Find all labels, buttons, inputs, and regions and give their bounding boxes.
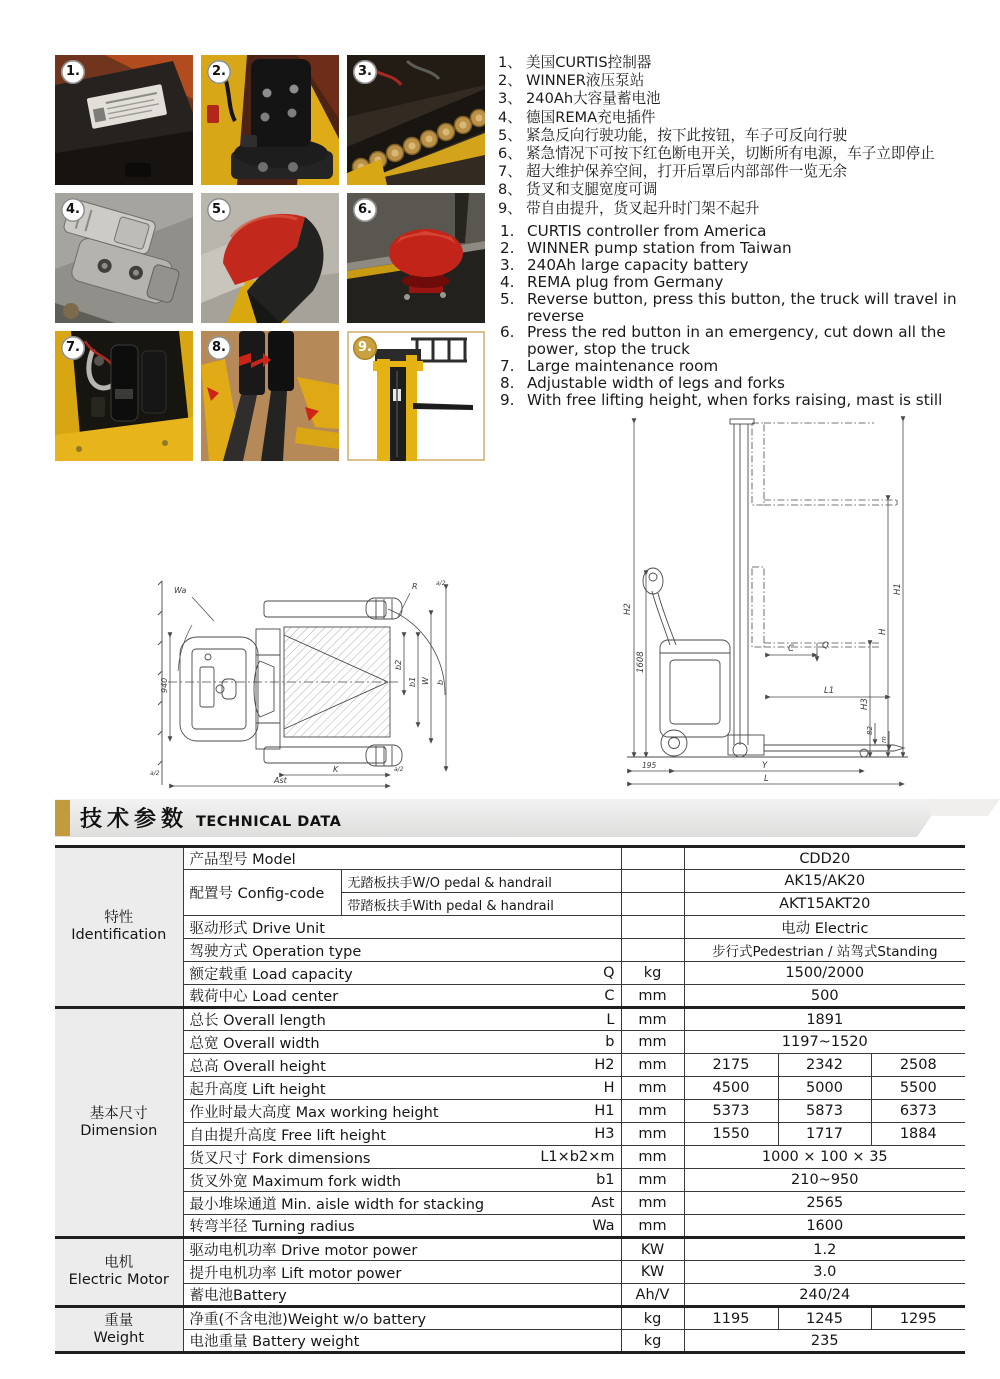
- list-number: 8.: [500, 374, 515, 393]
- dim-label-1608: 1608: [636, 651, 646, 673]
- spec-value-cell: 电动 Electric: [684, 916, 965, 939]
- dim-label-wa: Wa: [174, 586, 187, 595]
- table-row: [55, 1008, 965, 1031]
- dim-label-195: 195: [642, 761, 657, 770]
- spec-value-cell: 1197~1520: [684, 1031, 965, 1054]
- spec-value-cell: 1891: [684, 1008, 965, 1031]
- spec-unit-cell: KW: [621, 1261, 684, 1284]
- spec-unit-cell: mm: [621, 1169, 684, 1192]
- spec-unit-cell: mm: [621, 1146, 684, 1169]
- spec-symbol: H3: [594, 1126, 615, 1142]
- spec-section-cell: [55, 1238, 183, 1307]
- spec-unit-cell: [621, 893, 684, 916]
- list-number: 9、: [498, 199, 522, 217]
- list-item: [500, 223, 968, 240]
- photo-number-badge: 9.: [353, 336, 377, 360]
- spec-unit-cell: [621, 939, 684, 962]
- spec-symbol: b1: [596, 1172, 615, 1188]
- table-row: [55, 939, 965, 962]
- section-label-zh: 基本尺寸: [89, 1105, 148, 1122]
- spec-value-cell: AKT15AKT20: [684, 893, 965, 916]
- spec-unit-cell: mm: [621, 985, 684, 1008]
- spec-value-cell: 210~950: [684, 1169, 965, 1192]
- dim-label-a2: a/2: [394, 766, 404, 773]
- band-tail-decoration: [930, 799, 1000, 816]
- photo-number-badge: 2.: [207, 60, 231, 84]
- list-text: WINNER pump station from Taiwan: [527, 238, 792, 257]
- list-item: [498, 127, 998, 145]
- spec-unit-cell: Ah/V: [621, 1284, 684, 1307]
- gold-accent-bar: [55, 800, 70, 836]
- spec-name-cell: 载荷中心 Load center C: [183, 985, 621, 1008]
- table-row: [55, 1169, 965, 1192]
- photo-number-badge: 7.: [61, 336, 85, 360]
- list-number: 5、: [498, 126, 522, 144]
- section-label-en: Weight: [93, 1329, 145, 1346]
- section-title-english: TECHNICAL DATA: [196, 814, 342, 830]
- list-item: [500, 324, 968, 358]
- spec-name-cell: 货叉尺寸 Fork dimensions L1×b2×m: [183, 1146, 621, 1169]
- spec-unit-cell: [621, 916, 684, 939]
- list-text: 紧急情况下可按下红色断电开关，切断所有电源，车子立即停止: [526, 145, 935, 163]
- table-row: [55, 1261, 965, 1284]
- photo-number-badge: 4.: [61, 198, 85, 222]
- spec-value-cell: 1000 × 100 × 35: [684, 1146, 965, 1169]
- spec-symbol: H2: [594, 1057, 615, 1073]
- photo-rema-plug: [55, 193, 193, 323]
- list-text: REMA plug from Germany: [527, 272, 724, 291]
- list-number: 6.: [500, 323, 515, 342]
- section-label-zh: 特性: [104, 910, 134, 926]
- table-row: [55, 1077, 965, 1100]
- list-text: 德国REMA充电插件: [526, 108, 656, 126]
- spec-name-cell: 额定载重 Load capacity Q: [183, 962, 621, 985]
- spec-name-cell: 货叉外宽 Maximum fork width b1: [183, 1169, 621, 1192]
- spec-unit-cell: [621, 870, 684, 893]
- list-item: [500, 240, 968, 257]
- dim-label-h2: H2: [623, 603, 633, 615]
- dim-label-m: m: [880, 736, 888, 743]
- spec-value-cell: 500: [684, 985, 965, 1008]
- table-row: [55, 1100, 965, 1123]
- table-row: [55, 1192, 965, 1215]
- spec-unit-cell: mm: [621, 1031, 684, 1054]
- spec-subname-cell: 无踏板扶手W/O pedal & handrail: [341, 870, 621, 893]
- list-item: [500, 257, 968, 274]
- photo-number-badge: 8.: [207, 336, 231, 360]
- list-text: 240Ah large capacity battery: [527, 255, 749, 274]
- spec-value-cell: 1245: [778, 1307, 871, 1330]
- photo-reverse-button-tiller-head: [201, 193, 339, 323]
- list-text: 货叉和支腿宽度可调: [526, 181, 658, 199]
- table-row: [55, 1307, 965, 1330]
- spec-name-cell: 总宽 Overall width b: [183, 1031, 621, 1054]
- spec-subname-cell: 带踏板扶手With pedal & handrail: [341, 893, 621, 916]
- photo-winner-pump-station: [201, 55, 339, 185]
- list-number: 3、: [498, 90, 522, 108]
- spec-value-cell: 3.0: [684, 1261, 965, 1284]
- dim-label-r: R: [412, 582, 418, 591]
- dim-label-b2: b2: [394, 659, 403, 670]
- table-row: [55, 1146, 965, 1169]
- dim-label-c: C: [788, 644, 794, 654]
- side-view-diagram: [612, 405, 912, 793]
- spec-unit-cell: mm: [621, 1008, 684, 1031]
- spec-unit-cell: mm: [621, 1100, 684, 1123]
- table-row: [55, 1238, 965, 1261]
- section-label-en: Electric Motor: [68, 1272, 169, 1288]
- photo-battery-cells: [347, 55, 485, 185]
- dim-label-ast: Ast: [274, 776, 287, 785]
- spec-unit-cell: kg: [621, 962, 684, 985]
- spec-name-cell: 起升高度 Lift height H: [183, 1077, 621, 1100]
- list-item: [500, 375, 968, 392]
- list-text: With free lifting height, when forks raising, mast is still: [527, 391, 943, 410]
- list-number: 5.: [500, 289, 515, 308]
- spec-value-cell: 240/24: [684, 1284, 965, 1307]
- dim-label-h3: H3: [860, 698, 870, 710]
- list-item: [500, 291, 968, 325]
- spec-unit-cell: mm: [621, 1192, 684, 1215]
- dim-label-h1: H1: [893, 583, 903, 595]
- spec-symbol: H1: [594, 1103, 615, 1119]
- list-number: 7、: [498, 163, 522, 181]
- table-row: [55, 1330, 965, 1353]
- section-header: [80, 802, 341, 833]
- spec-name-cell: 电池重量 Battery weight: [183, 1330, 621, 1353]
- spec-name-cell: 自由提升高度 Free lift height H3: [183, 1123, 621, 1146]
- spec-value-cell: 步行式Pedestrian / 站驾式Standing: [684, 939, 965, 962]
- spec-value-cell: CDD20: [684, 847, 965, 870]
- spec-symbol: L: [606, 1011, 615, 1028]
- side-view-drawing: [612, 405, 912, 793]
- section-label-en: Dimension: [80, 1122, 158, 1139]
- spec-symbol: Ast: [591, 1195, 615, 1211]
- spec-name-cell: 驱动形式 Drive Unit: [183, 916, 621, 939]
- list-text: Adjustable width of legs and forks: [527, 374, 785, 393]
- spec-unit-cell: mm: [621, 1077, 684, 1100]
- section-label-zh: 电机: [104, 1255, 134, 1271]
- spec-symbol: L1×b2×m: [540, 1149, 615, 1165]
- list-item: [500, 358, 968, 375]
- spec-name-cell: 驾驶方式 Operation type: [183, 939, 621, 962]
- spec-name-cell: 转弯半径 Turning radius Wa: [183, 1215, 621, 1238]
- photo-free-lift-stacker: [347, 331, 485, 461]
- list-item: [498, 90, 998, 108]
- top-view-drawing: [148, 575, 460, 793]
- spec-value-cell: 2342: [778, 1054, 871, 1077]
- dim-label-b1: b1: [408, 676, 417, 687]
- spec-value-cell: 1.2: [684, 1238, 965, 1261]
- spec-value-cell: AK15/AK20: [684, 870, 965, 893]
- dim-label-b: b: [436, 679, 445, 685]
- list-number: 6、: [498, 145, 522, 163]
- list-text: Large maintenance room: [527, 357, 719, 376]
- spec-section-cell: [55, 847, 183, 1008]
- spec-name-cell: 总长 Overall length L: [183, 1008, 621, 1031]
- photo-emergency-stop-button: [347, 193, 485, 323]
- dim-label-k: K: [333, 765, 339, 774]
- table-row: [55, 847, 965, 870]
- photo-number-badge: 1.: [61, 60, 85, 84]
- spec-value-cell: 2508: [871, 1054, 965, 1077]
- spec-symbol: H: [603, 1080, 615, 1096]
- spec-value-cell: 5000: [778, 1077, 871, 1100]
- list-number: 2、: [498, 72, 522, 90]
- dim-label-w: W: [421, 677, 430, 685]
- spec-value-cell: 1600: [684, 1215, 965, 1238]
- table-row: [55, 1284, 965, 1307]
- spec-unit-cell: [621, 847, 684, 870]
- spec-unit-cell: mm: [621, 1123, 684, 1146]
- dim-label-y: Y: [762, 761, 768, 771]
- spec-symbol: b: [605, 1034, 615, 1050]
- list-number: 1、: [498, 54, 522, 71]
- spec-unit-cell: KW: [621, 1238, 684, 1261]
- list-item: [498, 145, 998, 163]
- photo-number-badge: 6.: [353, 198, 377, 222]
- list-item: [498, 109, 998, 127]
- spec-section-cell: [55, 1008, 183, 1238]
- spec-unit-cell: mm: [621, 1054, 684, 1077]
- spec-value-cell: 4500: [684, 1077, 778, 1100]
- spec-value-cell: 2565: [684, 1192, 965, 1215]
- dim-label-a2: a/2: [150, 770, 160, 777]
- spec-name-cell: 产品型号 Model: [183, 847, 621, 870]
- list-text: 240Ah大容量蓄电池: [526, 90, 661, 108]
- list-number: 9.: [500, 391, 515, 410]
- table-row: [55, 1123, 965, 1146]
- list-text: 美国CURTIS控制器: [526, 54, 652, 71]
- spec-value-cell: 5873: [778, 1100, 871, 1123]
- photo-adjustable-forks-legs: [201, 331, 339, 461]
- spec-name-cell: 提升电机功率 Lift motor power: [183, 1261, 621, 1284]
- dim-label-q: Q: [822, 641, 829, 651]
- spec-name-cell: 净重(不含电池)Weight w/o battery: [183, 1307, 621, 1330]
- spec-value-cell: 1717: [778, 1123, 871, 1146]
- spec-value-cell: 1550: [684, 1123, 778, 1146]
- spec-value-cell: 1884: [871, 1123, 965, 1146]
- list-item: [498, 72, 998, 90]
- feature-list-chinese: [498, 54, 998, 218]
- top-view-diagram: [148, 575, 460, 793]
- list-number: 4.: [500, 272, 515, 291]
- list-item: [498, 54, 998, 72]
- photo-maintenance-room: [55, 331, 193, 461]
- table-row: [55, 1031, 965, 1054]
- dim-label-82: 82: [866, 726, 874, 735]
- dim-label-h: H: [878, 628, 888, 635]
- photo-number-badge: 5.: [207, 198, 231, 222]
- spec-name-cell: 最小堆垛通道 Min. aisle width for stacking Ast: [183, 1192, 621, 1215]
- spec-value-cell: 1295: [871, 1307, 965, 1330]
- spec-value-cell: 1195: [684, 1307, 778, 1330]
- dim-label-l1: L1: [824, 686, 835, 696]
- table-row: [55, 985, 965, 1008]
- list-text: 紧急反向行驶功能，按下此按钮，车子可反向行驶: [526, 126, 848, 144]
- spec-name-cell: 配置号 Config-code: [183, 870, 341, 916]
- list-text: 带自由提升，货叉起升时门架不起升: [526, 199, 760, 217]
- section-title-chinese: 技术参数: [80, 807, 189, 832]
- list-text: WINNER液压泵站: [526, 72, 645, 90]
- spec-name-cell: 作业时最大高度 Max working height H1: [183, 1100, 621, 1123]
- section-label-zh: 重量: [104, 1312, 134, 1329]
- spec-name-cell: 驱动电机功率 Drive motor power: [183, 1238, 621, 1261]
- spec-value-cell: 1500/2000: [684, 962, 965, 985]
- list-number: 2.: [500, 238, 515, 257]
- section-label-en: Identification: [71, 927, 167, 943]
- photo-number-badge: 3.: [353, 60, 377, 84]
- spec-name-cell: 总高 Overall height H2: [183, 1054, 621, 1077]
- table-row: [55, 962, 965, 985]
- spec-symbol: Q: [603, 965, 615, 981]
- technical-data-table: [55, 845, 965, 1354]
- list-number: 3.: [500, 255, 515, 274]
- list-item: [498, 200, 998, 218]
- list-item: [498, 163, 998, 181]
- list-number: 1.: [500, 222, 515, 240]
- dim-label-940: 940: [160, 677, 169, 693]
- table-row: [55, 870, 965, 893]
- spec-value-cell: 5373: [684, 1100, 778, 1123]
- list-number: 7.: [500, 357, 515, 376]
- spec-value-cell: 5500: [871, 1077, 965, 1100]
- spec-unit-cell: kg: [621, 1330, 684, 1353]
- feature-list-english: [500, 223, 968, 409]
- spec-section-cell: [55, 1307, 183, 1353]
- spec-value-cell: 235: [684, 1330, 965, 1353]
- dim-label-l: L: [764, 774, 769, 784]
- list-text: Reverse button, press this button, the truck will travel in reverse: [527, 289, 957, 325]
- spec-name-cell: 蓄电池Battery: [183, 1284, 621, 1307]
- list-text: Press the red button in an emergency, cut down all the power, stop the truck: [527, 323, 946, 359]
- list-item: [500, 274, 968, 291]
- photo-curtis-controller-battery-box: [55, 55, 193, 185]
- spec-symbol: Wa: [592, 1217, 615, 1234]
- list-number: 8、: [498, 181, 522, 199]
- spec-unit-cell: mm: [621, 1215, 684, 1238]
- list-text: 超大维护保养空间，打开后罩后内部部件一览无余: [526, 163, 848, 181]
- table-row: [55, 1054, 965, 1077]
- list-item: [498, 181, 998, 199]
- spec-value-cell: 6373: [871, 1100, 965, 1123]
- table-row: [55, 1215, 965, 1238]
- dim-label-a2: a/2: [436, 580, 446, 587]
- spec-unit-cell: kg: [621, 1307, 684, 1330]
- list-number: 4、: [498, 108, 522, 126]
- spec-value-cell: 2175: [684, 1054, 778, 1077]
- spec-symbol: C: [604, 987, 615, 1004]
- list-text: CURTIS controller from America: [527, 222, 767, 240]
- table-row: [55, 916, 965, 939]
